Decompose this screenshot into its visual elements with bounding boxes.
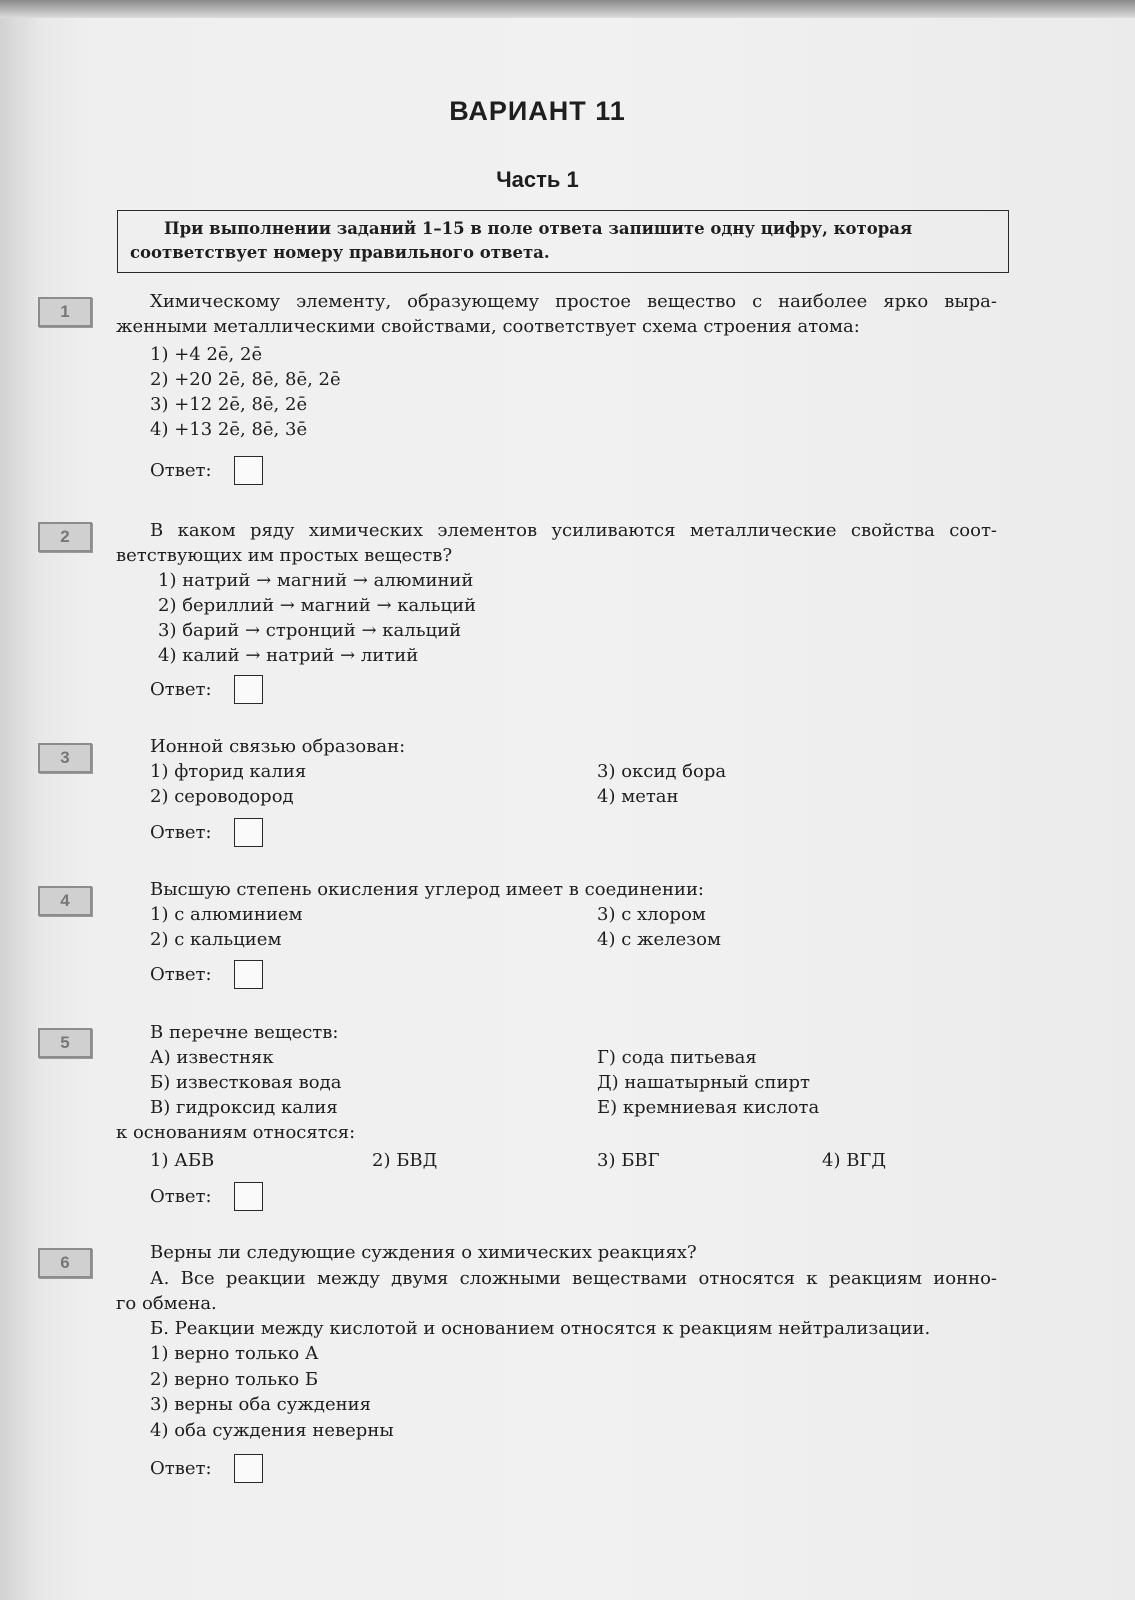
question-6-option: 2) верно только Б [150,1369,319,1390]
answer-label: Ответ: [150,679,212,700]
question-3-option: 3) оксид бора [597,761,727,782]
question-5-substance: Е) кремниевая кислота [597,1097,820,1118]
question-2-option: 2) бериллий → магний → кальций [158,595,477,616]
part-title: Часть 1 [496,167,579,192]
question-4-text-line: Высшую степень окисления углерод имеет в соединении: [150,879,705,900]
instruction-box: При выполнении заданий 1–15 в поле ответа запишите одну цифру, которая соответствует номеру правильного ответа. [117,210,1009,273]
question-6-text-line: А. Все реакции между двумя сложными веществами относятся к реакциям ионно- [150,1268,997,1289]
question-6-option: 1) верно только А [150,1343,319,1364]
question-5-option: 2) БВД [372,1150,438,1171]
answer-label: Ответ: [150,1186,212,1207]
question-2-option: 3) барий → стронций → кальций [158,620,462,641]
question-2-option: 1) натрий → магний → алюминий [158,570,474,591]
question-4-option: 4) с железом [597,929,721,950]
question-number-badge: 5 [38,1028,92,1058]
question-1-text-line: Химическому элементу, образующему простое вещество с наиболее ярко выра- [150,291,997,312]
question-5-substance: Б) известковая вода [150,1072,342,1093]
question-3-text-line: Ионной связью образован: [150,736,406,757]
question-2-text-line: В каком ряду химических элементов усиливаются металлические свойства соот- [150,520,997,541]
answer-label: Ответ: [150,822,212,843]
question-number-badge: 1 [38,297,92,327]
question-1-option: 3) +12 2ē, 8ē, 2ē [150,394,308,415]
answer-box[interactable] [234,456,263,485]
answer-box[interactable] [234,675,263,704]
question-3-option: 1) фторид калия [150,761,307,782]
question-number-badge: 2 [38,522,92,552]
question-6-text-line: Верны ли следующие суждения о химических реакциях? [150,1242,697,1263]
question-1-option: 4) +13 2ē, 8ē, 3ē [150,419,308,440]
question-4-option: 1) с алюминием [150,904,303,925]
question-3-option: 2) сероводород [150,786,294,807]
question-6-option: 4) оба суждения неверны [150,1420,394,1441]
question-1-option: 2) +20 2ē, 8ē, 8ē, 2ē [150,369,341,390]
question-5-text-line: В перечне веществ: [150,1022,339,1043]
answer-box[interactable] [234,1182,263,1211]
question-5-option: 4) ВГД [822,1150,886,1171]
question-2-text-line: ветствующих им простых веществ? [116,545,453,566]
question-5-option: 1) АБВ [150,1150,215,1171]
question-5-substance: А) известняк [150,1047,274,1068]
question-1-text-line: женными металлическими свойствами, соответствует схема строения атома: [116,316,860,337]
question-3-option: 4) метан [597,786,679,807]
question-5-tail: к основаниям относятся: [116,1122,356,1143]
question-number-badge: 6 [38,1248,92,1278]
question-5-option: 3) БВГ [597,1150,660,1171]
question-6-option: 3) верны оба суждения [150,1394,371,1415]
question-4-option: 2) с кальцием [150,929,282,950]
question-5-substance: Д) нашатырный спирт [597,1072,810,1093]
question-6-text-line: Б. Реакции между кислотой и основанием относятся к реакциям нейтрализации. [150,1318,931,1339]
answer-label: Ответ: [150,1458,212,1479]
question-5-substance: Г) сода питьевая [597,1047,757,1068]
scan-edge-shadow [0,0,1135,18]
question-number-badge: 4 [38,886,92,916]
question-1-option: 1) +4 2ē, 2ē [150,344,263,365]
answer-box[interactable] [234,1454,263,1483]
variant-title: ВАРИАНТ 11 [449,96,626,126]
answer-box[interactable] [234,960,263,989]
question-6-text-line: го обмена. [116,1293,217,1314]
answer-label: Ответ: [150,460,212,481]
question-4-option: 3) с хлором [597,904,706,925]
question-5-substance: В) гидроксид калия [150,1097,338,1118]
question-number-badge: 3 [38,743,92,773]
question-2-option: 4) калий → натрий → литий [158,645,419,666]
answer-label: Ответ: [150,964,212,985]
answer-box[interactable] [234,818,263,847]
